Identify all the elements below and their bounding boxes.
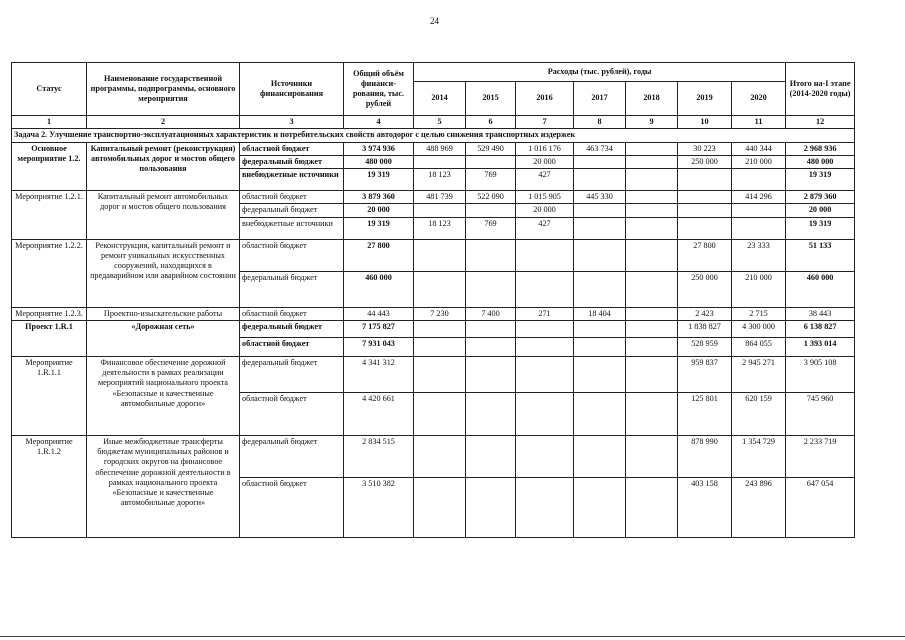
year-value-2019 [678,204,732,217]
year-value-2019 [678,169,732,191]
total-volume: 2 834 515 [344,435,414,477]
total-volume: 460 000 [344,271,414,307]
header-sources: Источники финансирования [240,63,344,116]
total-volume: 3 974 936 [344,142,414,155]
year-value-2018 [626,217,678,239]
year-value-2017 [574,392,626,435]
year-value-2015 [466,392,516,435]
stage-total: 460 000 [786,271,855,307]
measure-name: «Дорожная сеть» [87,320,240,356]
year-value-2018 [626,155,678,168]
stage-total: 2 968 936 [786,142,855,155]
stage-total: 2 879 360 [786,191,855,204]
year-value-2019 [678,191,732,204]
year-value-2016: 20 000 [516,155,574,168]
header-status: Статус [12,63,87,116]
header-year: 2020 [732,82,786,116]
funding-source: областной бюджет [240,142,344,155]
funding-source: федеральный бюджет [240,435,344,477]
header-year: 2015 [466,82,516,116]
year-value-2020: 243 896 [732,477,786,537]
year-value-2016: 20 000 [516,204,574,217]
year-value-2018 [626,435,678,477]
year-value-2018 [626,142,678,155]
year-value-2014 [414,239,466,271]
year-value-2017 [574,271,626,307]
year-value-2020: 4 300 000 [732,320,786,337]
stage-total: 2 233 719 [786,435,855,477]
year-value-2016: 271 [516,307,574,320]
total-volume: 44 443 [344,307,414,320]
funding-source: федеральный бюджет [240,155,344,168]
funding-source: федеральный бюджет [240,204,344,217]
measure-status: Мероприятие 1.R.1.2 [12,435,87,537]
column-number: 3 [240,116,344,129]
year-value-2016: 427 [516,217,574,239]
header-stage-total: Итого на-I этапе (2014-2020 годы) [786,63,855,116]
year-value-2017 [574,204,626,217]
year-value-2018 [626,392,678,435]
column-number: 5 [414,116,466,129]
header-name: Наименование государственной программы, подпрограммы, основного мероприятия [87,63,240,116]
year-value-2014 [414,320,466,337]
year-value-2019: 30 223 [678,142,732,155]
year-value-2019: 403 158 [678,477,732,537]
funding-source: областной бюджет [240,239,344,271]
year-value-2020: 210 000 [732,155,786,168]
year-value-2016 [516,320,574,337]
budget-table [11,62,855,538]
measure-status: Проект 1.R.1 [12,320,87,356]
year-value-2016 [516,356,574,392]
column-number: 12 [786,116,855,129]
year-value-2019: 1 838 827 [678,320,732,337]
stage-total: 1 393 014 [786,337,855,356]
year-value-2020 [732,169,786,191]
year-value-2018 [626,239,678,271]
year-value-2017 [574,356,626,392]
year-value-2020 [732,204,786,217]
year-value-2020: 864 055 [732,337,786,356]
task-row [12,129,855,142]
year-value-2017 [574,155,626,168]
year-value-2019 [678,217,732,239]
year-value-2017 [574,435,626,477]
total-volume: 480 000 [344,155,414,168]
funding-source: федеральный бюджет [240,356,344,392]
stage-total: 51 133 [786,239,855,271]
total-volume: 20 000 [344,204,414,217]
year-value-2015: 522 090 [466,191,516,204]
page-number: 24 [430,16,439,26]
year-value-2019: 125 801 [678,392,732,435]
year-value-2015 [466,204,516,217]
header-year: 2019 [678,82,732,116]
year-value-2020: 620 159 [732,392,786,435]
year-value-2020 [732,217,786,239]
year-value-2018 [626,169,678,191]
year-value-2015 [466,435,516,477]
stage-total: 20 000 [786,204,855,217]
funding-source: областной бюджет [240,337,344,356]
year-value-2017 [574,239,626,271]
year-value-2015: 769 [466,169,516,191]
stage-total: 19 319 [786,169,855,191]
year-value-2020: 2 715 [732,307,786,320]
stage-total: 745 960 [786,392,855,435]
funding-source: внебюджетные источники [240,217,344,239]
year-value-2015 [466,239,516,271]
year-value-2020: 1 354 729 [732,435,786,477]
year-value-2016 [516,239,574,271]
year-value-2017 [574,217,626,239]
year-value-2019: 2 423 [678,307,732,320]
year-value-2016: 1 015 905 [516,191,574,204]
year-value-2016: 1 016 176 [516,142,574,155]
year-value-2019: 27 800 [678,239,732,271]
total-volume: 4 341 312 [344,356,414,392]
year-value-2015 [466,320,516,337]
column-number: 11 [732,116,786,129]
year-value-2015: 769 [466,217,516,239]
year-value-2020: 23 333 [732,239,786,271]
total-volume: 19 319 [344,217,414,239]
year-value-2019: 959 837 [678,356,732,392]
total-volume: 27 800 [344,239,414,271]
year-value-2020: 2 945 271 [732,356,786,392]
year-value-2018 [626,337,678,356]
year-value-2015 [466,356,516,392]
year-value-2015 [466,337,516,356]
header-year: 2018 [626,82,678,116]
year-value-2018 [626,320,678,337]
year-value-2014: 18 123 [414,217,466,239]
year-value-2017 [574,337,626,356]
year-value-2016 [516,337,574,356]
column-number: 2 [87,116,240,129]
table-row [12,191,855,204]
total-volume: 3 510 382 [344,477,414,537]
total-volume: 4 420 661 [344,392,414,435]
year-value-2016 [516,435,574,477]
stage-total: 647 054 [786,477,855,537]
year-value-2016: 427 [516,169,574,191]
year-value-2014: 7 230 [414,307,466,320]
funding-source: областной бюджет [240,191,344,204]
year-value-2018 [626,307,678,320]
year-value-2014 [414,155,466,168]
measure-status: Мероприятие 1.2.1. [12,191,87,240]
measure-name: Иные межбюджетные трансферты бюджетам муниципальных районов и городских округов на финансовое обеспечение дорожной деятельности в рамках национального проекта «Безопасные и качественные автомобильные дороги» [87,435,240,537]
column-number: 1 [12,116,87,129]
measure-status: Основное мероприятие 1.2. [12,142,87,191]
column-number: 4 [344,116,414,129]
measure-status: Мероприятие 1.2.3. [12,307,87,320]
header-year: 2017 [574,82,626,116]
total-volume: 19 319 [344,169,414,191]
year-value-2018 [626,356,678,392]
year-value-2014: 481 739 [414,191,466,204]
column-number: 9 [626,116,678,129]
year-value-2014 [414,356,466,392]
table-row [12,239,855,271]
year-value-2016 [516,392,574,435]
year-value-2014 [414,204,466,217]
funding-source: федеральный бюджет [240,271,344,307]
year-value-2018 [626,271,678,307]
measure-name: Реконструкция, капитальный ремонт и ремонт уникальных искусственных сооружений, находящихся в предаварийном или аварийном состоянии [87,239,240,307]
total-volume: 7 175 827 [344,320,414,337]
year-value-2015 [466,155,516,168]
task-title: Задача 2. Улучшение транспортно-эксплуатационных характеристик и потребительских свойств автодорог с целью снижения транспортных издержек [12,129,855,142]
stage-total: 38 443 [786,307,855,320]
year-value-2015 [466,477,516,537]
year-value-2014 [414,477,466,537]
year-value-2015 [466,271,516,307]
year-value-2014: 488 969 [414,142,466,155]
year-value-2014 [414,392,466,435]
year-value-2017 [574,169,626,191]
stage-total: 6 138 827 [786,320,855,337]
header-year: 2014 [414,82,466,116]
year-value-2014 [414,271,466,307]
year-value-2019: 250 000 [678,271,732,307]
year-value-2017: 18 404 [574,307,626,320]
header-year: 2016 [516,82,574,116]
year-value-2020: 414 296 [732,191,786,204]
year-value-2017: 463 734 [574,142,626,155]
table-row [12,320,855,337]
funding-source: областной бюджет [240,477,344,537]
table-row [12,356,855,392]
header-expenses: Расходы (тыс. рублей), годы [414,63,786,82]
measure-name: Финансовое обеспечение дорожной деятельности в рамках реализации мероприятий национального проекта «Безопасные и качественные автомобильные дороги» [87,356,240,435]
header-total-volume: Общий объём финанси-рования, тыс. рублей [344,63,414,116]
stage-total: 480 000 [786,155,855,168]
year-value-2018 [626,477,678,537]
column-number-row [12,116,855,129]
year-value-2014 [414,337,466,356]
year-value-2019: 878 990 [678,435,732,477]
year-value-2016 [516,477,574,537]
total-volume: 3 879 360 [344,191,414,204]
year-value-2018 [626,204,678,217]
page-divider [0,636,905,637]
year-value-2015: 7 400 [466,307,516,320]
measure-status: Мероприятие 1.R.1.1 [12,356,87,435]
year-value-2017 [574,320,626,337]
funding-source: областной бюджет [240,392,344,435]
measure-name: Капитальный ремонт автомобильных дорог и мостов общего пользования [87,191,240,240]
measure-status: Мероприятие 1.2.2. [12,239,87,307]
column-number: 10 [678,116,732,129]
year-value-2019: 528 959 [678,337,732,356]
year-value-2020: 210 000 [732,271,786,307]
year-value-2018 [626,191,678,204]
column-number: 8 [574,116,626,129]
funding-source: федеральный бюджет [240,320,344,337]
year-value-2016 [516,271,574,307]
measure-name: Капитальный ремонт (реконструкция) автомобильных дорог и мостов общего пользования [87,142,240,191]
year-value-2015: 529 490 [466,142,516,155]
total-volume: 7 931 043 [344,337,414,356]
year-value-2014 [414,435,466,477]
column-number: 7 [516,116,574,129]
year-value-2019: 250 000 [678,155,732,168]
year-value-2017: 445 330 [574,191,626,204]
measure-name: Проектно-изыскательские работы [87,307,240,320]
table-row [12,435,855,477]
year-value-2020: 440 344 [732,142,786,155]
table-row [12,142,855,155]
funding-source: внебюджетные источники [240,169,344,191]
funding-source: областной бюджет [240,307,344,320]
column-number: 6 [466,116,516,129]
year-value-2017 [574,477,626,537]
stage-total: 3 905 108 [786,356,855,392]
table-row [12,307,855,320]
stage-total: 19 319 [786,217,855,239]
year-value-2014: 18 123 [414,169,466,191]
